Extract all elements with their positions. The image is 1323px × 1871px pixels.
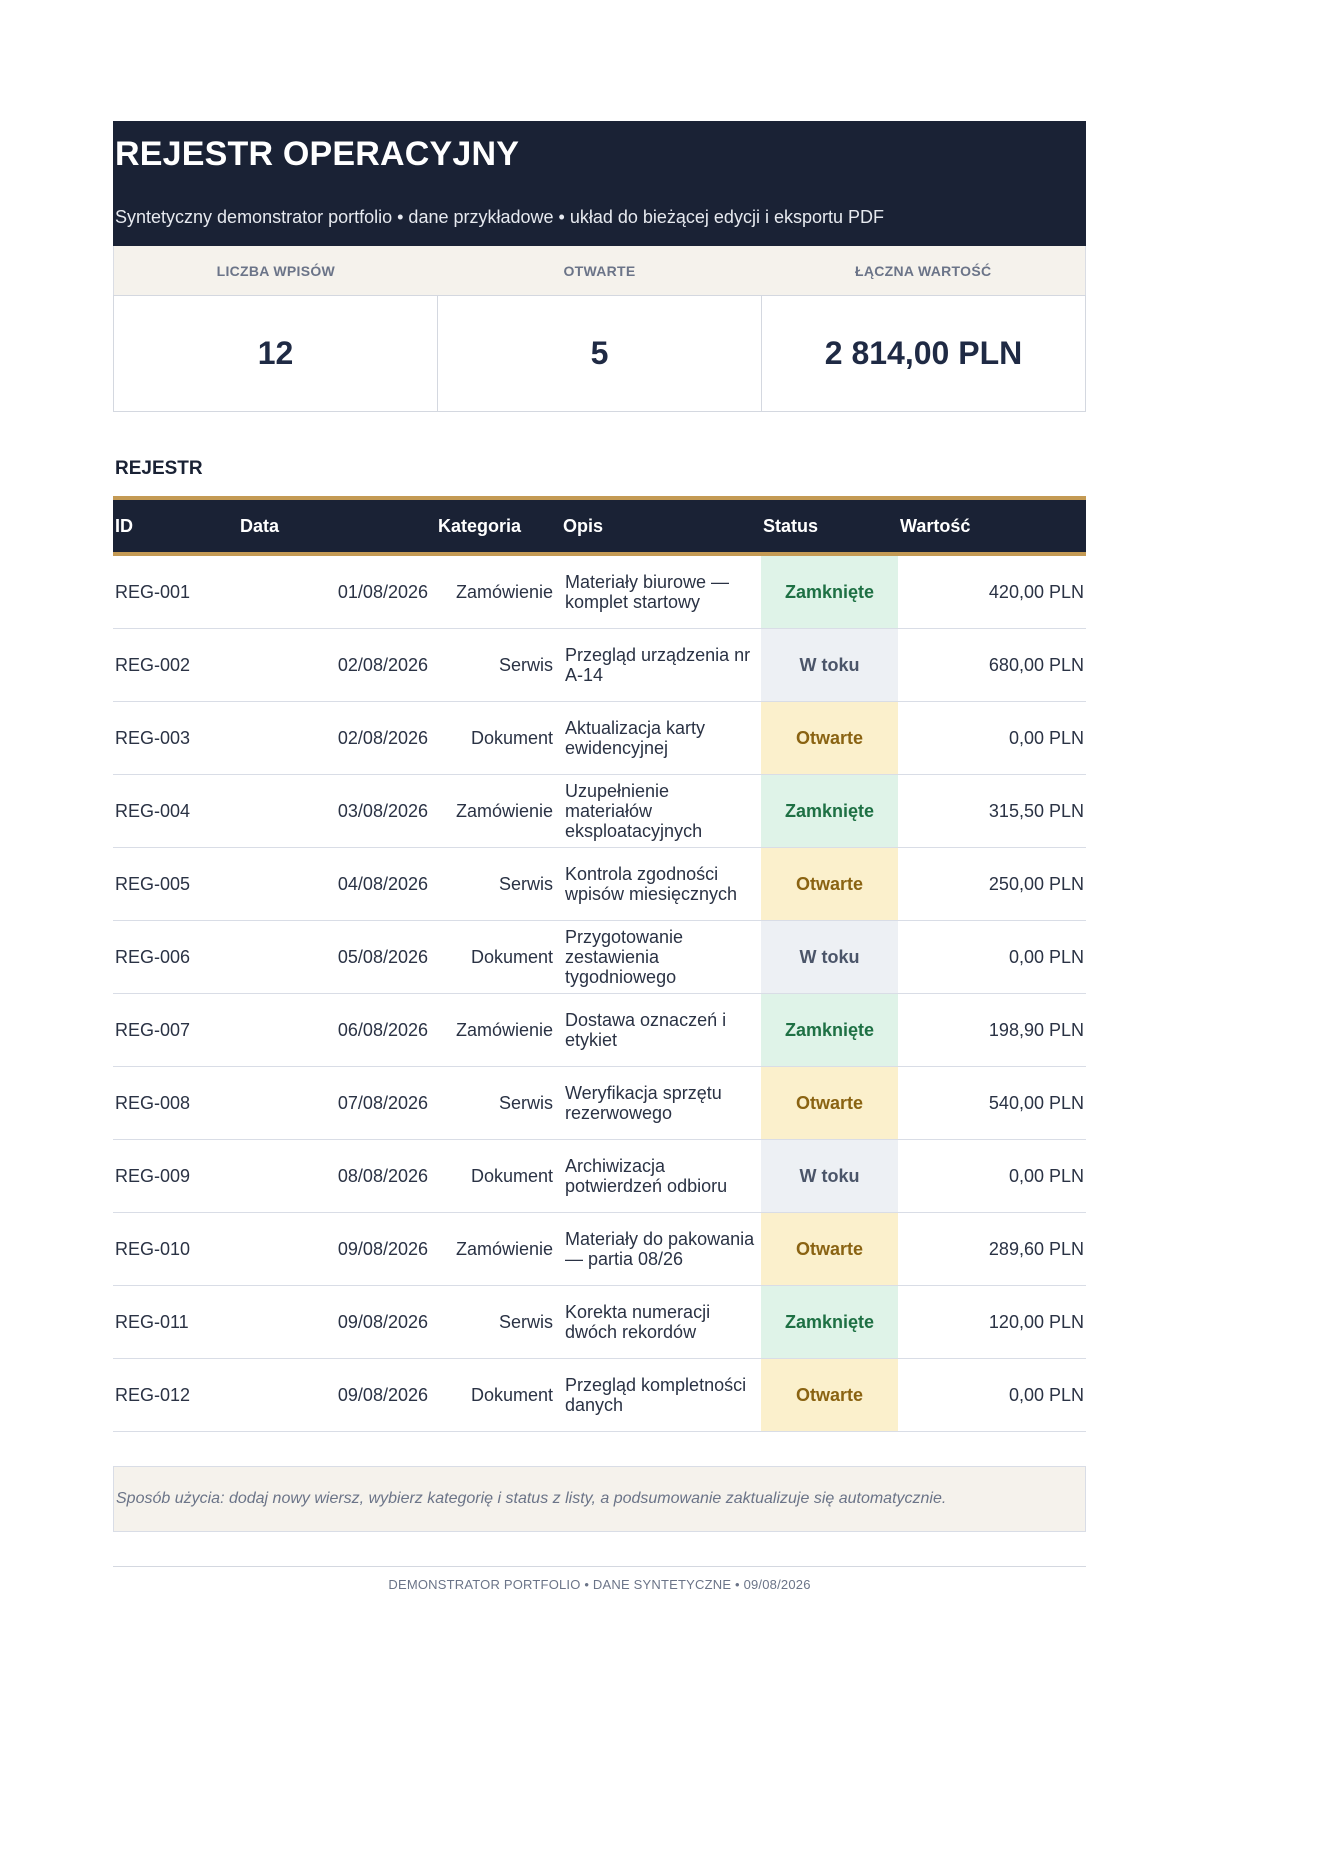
table-header <box>113 496 1086 556</box>
cell-date: 04/08/2026 <box>337 873 428 894</box>
column-header-status[interactable]: Status <box>763 515 819 536</box>
cell-date: 09/08/2026 <box>337 1238 428 1259</box>
cell-description: Aktualizacja karty ewidencyjnej <box>565 718 706 758</box>
footer-divider <box>113 1566 1086 1567</box>
cell-value: 198,90 PLN <box>988 1019 1084 1040</box>
cell-status[interactable]: W toku <box>761 921 898 993</box>
cell-id: REG-010 <box>115 1238 191 1259</box>
cell-value: 540,00 PLN <box>988 1092 1084 1113</box>
cell-category: Zamówienie <box>455 1238 553 1259</box>
cell-value: 120,00 PLN <box>988 1311 1084 1332</box>
page-footer: DEMONSTRATOR PORTFOLIO • DANE SYNTETYCZNE • 09/08/2026 <box>388 1577 811 1592</box>
cell-description: Uzupełnienie materiałów eksploatacyjnych <box>565 781 703 841</box>
summary-value-open: 5 <box>438 296 762 411</box>
cell-description: Dostawa oznaczeń i etykiet <box>565 1010 727 1050</box>
cell-description: Przegląd kompletności danych <box>565 1375 747 1415</box>
cell-category: Zamówienie <box>455 800 553 821</box>
table-row[interactable] <box>113 1067 1086 1140</box>
cell-status[interactable]: W toku <box>761 1140 898 1212</box>
page-title: REJESTR OPERACYJNY <box>115 135 520 173</box>
cell-date: 09/08/2026 <box>337 1384 428 1405</box>
column-header-date[interactable]: Data <box>240 515 280 536</box>
register-table <box>113 496 1086 1432</box>
table-row[interactable] <box>113 1286 1086 1359</box>
cell-status[interactable]: W toku <box>761 629 898 701</box>
cell-id: REG-002 <box>115 654 191 675</box>
cell-id: REG-011 <box>115 1311 189 1332</box>
usage-note: Sposób użycia: dodaj nowy wiersz, wybierz kategorię i status z listy, a podsumowanie zaktualizuje się automatycznie. <box>113 1466 1086 1532</box>
cell-value: 315,50 PLN <box>988 800 1084 821</box>
table-row[interactable] <box>113 629 1086 702</box>
column-header-category[interactable]: Kategoria <box>438 515 522 536</box>
table-row[interactable] <box>113 921 1086 994</box>
cell-description: Przygotowanie zestawienia tygodniowego <box>565 927 684 987</box>
cell-value: 0,00 PLN <box>1008 946 1084 967</box>
summary-value-total: 2 814,00 PLN <box>824 335 1023 371</box>
cell-id: REG-004 <box>115 800 191 821</box>
cell-category: Dokument <box>470 727 553 748</box>
cell-date: 08/08/2026 <box>337 1165 428 1186</box>
table-row[interactable] <box>113 994 1086 1067</box>
table-row[interactable] <box>113 1140 1086 1213</box>
cell-description: Korekta numeracji dwóch rekordów <box>565 1302 711 1342</box>
cell-date: 06/08/2026 <box>337 1019 428 1040</box>
summary-label-total: ŁĄCZNA WARTOŚĆ <box>854 262 992 279</box>
cell-id: REG-001 <box>115 581 191 602</box>
table-row[interactable] <box>113 848 1086 921</box>
cell-value: 420,00 PLN <box>988 581 1084 602</box>
cell-value: 289,60 PLN <box>988 1238 1084 1259</box>
cell-description: Materiały do pakowania — partia 08/26 <box>565 1229 755 1269</box>
cell-value: 0,00 PLN <box>1008 1165 1084 1186</box>
table-row[interactable] <box>113 1359 1086 1432</box>
cell-id: REG-007 <box>115 1019 191 1040</box>
cell-value: 680,00 PLN <box>988 654 1084 675</box>
table-row[interactable] <box>113 702 1086 775</box>
cell-date: 03/08/2026 <box>337 800 428 821</box>
cell-date: 02/08/2026 <box>337 727 428 748</box>
column-header-description[interactable]: Opis <box>563 515 604 536</box>
cell-id: REG-012 <box>115 1384 191 1405</box>
cell-status[interactable]: Otwarte <box>761 1359 898 1431</box>
cell-status[interactable]: Otwarte <box>761 848 898 920</box>
cell-date: 05/08/2026 <box>337 946 428 967</box>
cell-description: Materiały biurowe — komplet startowy <box>565 572 730 612</box>
cell-date: 01/08/2026 <box>337 581 428 602</box>
header-banner <box>113 121 1086 246</box>
cell-category: Serwis <box>498 1311 553 1332</box>
cell-description: Przegląd urządzenia nr A-14 <box>565 645 751 685</box>
table-body <box>113 556 1086 1432</box>
cell-date: 09/08/2026 <box>337 1311 428 1332</box>
cell-status[interactable]: Zamknięte <box>761 1286 898 1358</box>
cell-id: REG-008 <box>115 1092 191 1113</box>
cell-id: REG-009 <box>115 1165 191 1186</box>
cell-status[interactable]: Zamknięte <box>761 775 898 847</box>
cell-category: Serwis <box>498 1092 553 1113</box>
cell-description: Kontrola zgodności wpisów miesięcznych <box>565 864 738 904</box>
column-header-id[interactable]: ID <box>115 515 133 536</box>
summary-value-count: 12 <box>114 296 438 411</box>
cell-date: 02/08/2026 <box>337 654 428 675</box>
table-row[interactable] <box>113 556 1086 629</box>
table-row[interactable] <box>113 775 1086 848</box>
cell-id: REG-003 <box>115 727 191 748</box>
summary-label-count: LICZBA WPISÓW <box>216 262 336 279</box>
cell-status[interactable]: Zamknięte <box>761 556 898 628</box>
cell-category: Dokument <box>470 1165 553 1186</box>
summary-label-open: OTWARTE <box>563 262 636 279</box>
cell-category: Zamówienie <box>455 581 553 602</box>
cell-description: Weryfikacja sprzętu rezerwowego <box>565 1083 722 1123</box>
cell-id: REG-005 <box>115 873 191 894</box>
cell-category: Dokument <box>470 1384 553 1405</box>
summary-labels <box>113 246 1086 295</box>
summary-values <box>113 295 1086 412</box>
cell-status[interactable]: Otwarte <box>761 1213 898 1285</box>
cell-value: 0,00 PLN <box>1008 727 1084 748</box>
cell-status[interactable]: Otwarte <box>761 702 898 774</box>
cell-value: 250,00 PLN <box>988 873 1084 894</box>
page-subtitle: Syntetyczny demonstrator portfolio • dane przykładowe • układ do bieżącej edycji i eksportu PDF <box>115 207 884 227</box>
cell-description: Archiwizacja potwierdzeń odbioru <box>565 1156 728 1196</box>
cell-category: Serwis <box>498 873 553 894</box>
table-row[interactable] <box>113 1213 1086 1286</box>
section-title: REJESTR <box>115 458 203 479</box>
cell-status[interactable]: Zamknięte <box>761 994 898 1066</box>
cell-id: REG-006 <box>115 946 191 967</box>
document <box>113 121 1086 1592</box>
cell-value: 0,00 PLN <box>1008 1384 1084 1405</box>
cell-category: Dokument <box>470 946 553 967</box>
cell-category: Zamówienie <box>455 1019 553 1040</box>
cell-date: 07/08/2026 <box>337 1092 428 1113</box>
column-header-value[interactable]: Wartość <box>900 515 971 536</box>
cell-status[interactable]: Otwarte <box>761 1067 898 1139</box>
cell-category: Serwis <box>498 654 553 675</box>
